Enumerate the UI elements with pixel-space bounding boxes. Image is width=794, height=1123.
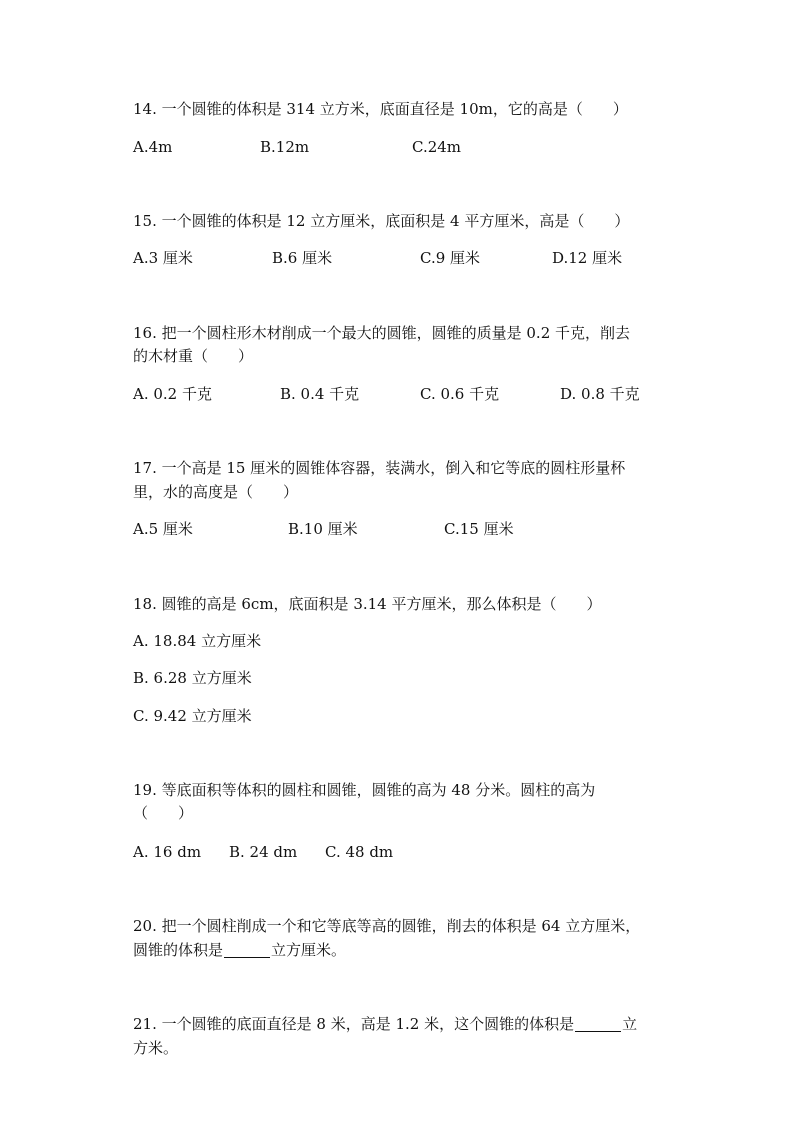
- question-14-option-c: C.24m: [412, 138, 462, 156]
- question-20-text-line1: 20. 把一个圆柱削成一个和它等底等高的圆锥，削去的体积是 64 立方厘米，: [133, 917, 641, 935]
- question-19-option-b: B. 24 dm: [229, 843, 298, 861]
- question-21-text-before-blank: 21. 一个圆锥的底面直径是 8 米，高是 1.2 米，这个圆锥的体积是: [133, 1015, 575, 1033]
- question-17-option-c: C.15 厘米: [444, 520, 514, 538]
- answer-blank[interactable]: [224, 942, 270, 958]
- question-16-text-line1: 16. 把一个圆柱形木材削成一个最大的圆锥，圆锥的质量是 0.2 千克，削去: [133, 324, 631, 342]
- question-20-text-after-blank: 立方厘米。: [271, 941, 347, 959]
- question-21-text-after-blank: 立: [622, 1015, 638, 1033]
- answer-blank[interactable]: [575, 1016, 621, 1032]
- question-15-option-b: B.6 厘米: [272, 249, 333, 267]
- question-19-text-line1: 19. 等底面积等体积的圆柱和圆锥，圆锥的高为 48 分米。圆柱的高为: [133, 781, 596, 799]
- question-21-text-line2: 方米。: [133, 1039, 179, 1057]
- question-16-option-b: B. 0.4 千克: [280, 385, 360, 403]
- question-17-text-line2: 里，水的高度是（ ）: [133, 483, 299, 501]
- question-18-text: 18. 圆锥的高是 6cm，底面积是 3.14 平方厘米，那么体积是（ ）: [133, 595, 602, 613]
- question-17-text-line1: 17. 一个高是 15 厘米的圆锥体容器，装满水，倒入和它等底的圆柱形量杯: [133, 459, 626, 477]
- question-16-option-d: D. 0.8 千克: [560, 385, 640, 403]
- question-17-option-b: B.10 厘米: [288, 520, 358, 538]
- question-15-option-c: C.9 厘米: [420, 249, 481, 267]
- question-18-option-c: C. 9.42 立方厘米: [133, 707, 252, 725]
- question-15-option-d: D.12 厘米: [552, 249, 623, 267]
- question-16-text-line2: 的木材重（ ）: [133, 347, 254, 365]
- question-19-text-line2: （ ）: [133, 804, 194, 822]
- question-14-text: 14. 一个圆锥的体积是 314 立方米，底面直径是 10m，它的高是（ ）: [133, 100, 628, 118]
- question-20-text-before-blank: 圆锥的体积是: [133, 941, 224, 959]
- question-14-option-a: A.4m: [133, 138, 173, 156]
- question-18-option-b: B. 6.28 立方厘米: [133, 669, 252, 687]
- question-14-option-b: B.12m: [260, 138, 310, 156]
- question-19-option-c: C. 48 dm: [325, 843, 394, 861]
- question-21-text-line1: [133, 1014, 637, 1034]
- question-16-option-a: A. 0.2 千克: [133, 385, 212, 403]
- question-16-option-c: C. 0.6 千克: [420, 385, 500, 403]
- question-15-text: 15. 一个圆锥的体积是 12 立方厘米，底面积是 4 平方厘米，高是（ ）: [133, 212, 630, 230]
- question-18-option-a: A. 18.84 立方厘米: [133, 632, 262, 650]
- question-15-option-a: A.3 厘米: [133, 249, 193, 267]
- question-19-option-a: A. 16 dm: [133, 843, 202, 861]
- question-20-text-line2: [133, 940, 346, 960]
- question-17-option-a: A.5 厘米: [133, 520, 193, 538]
